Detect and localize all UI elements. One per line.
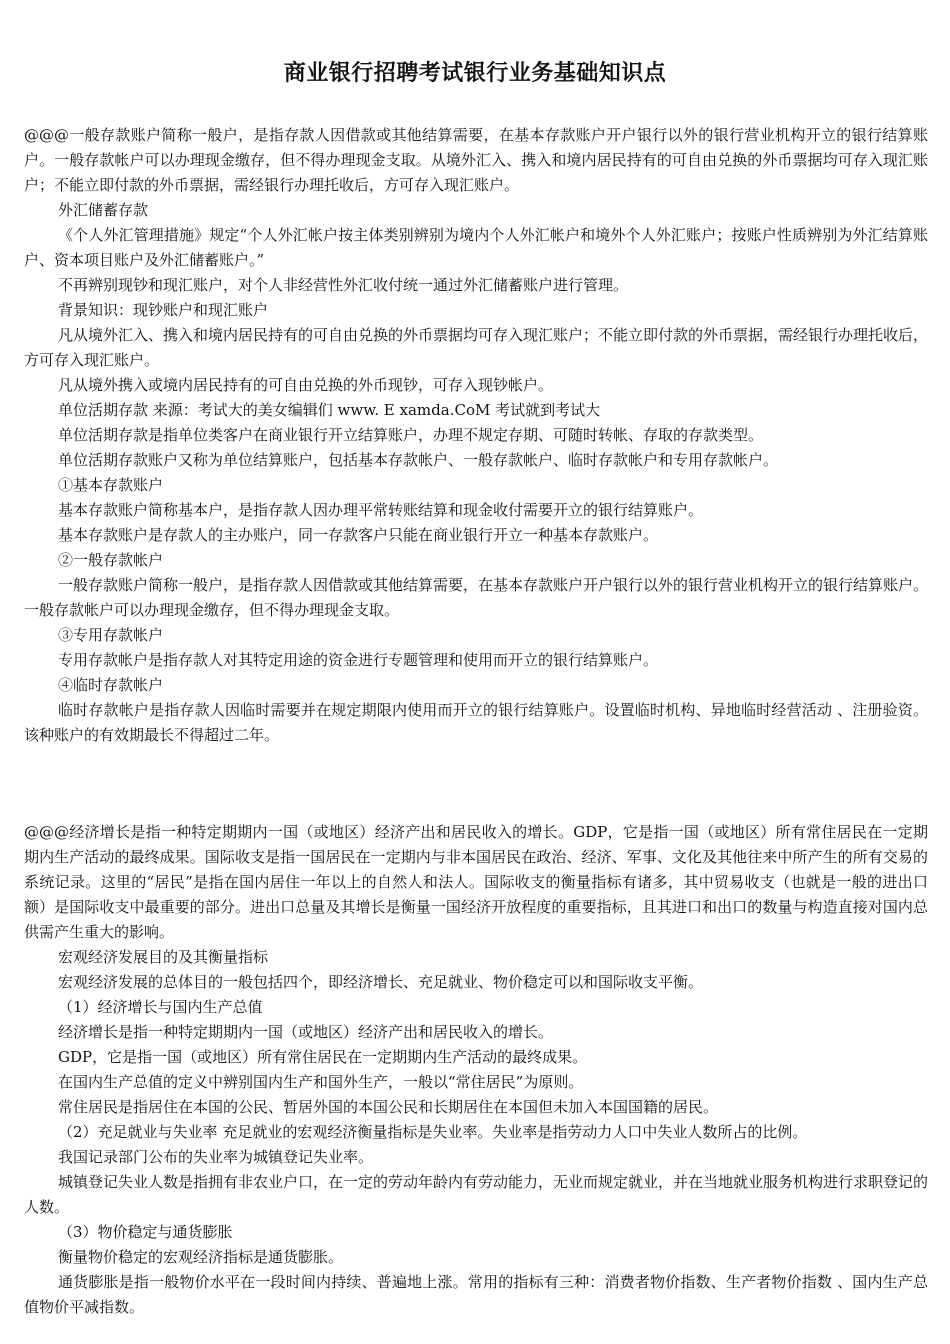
- paragraph: 凡从境外汇入、携入和境内居民持有的可自由兑换的外币票据均可存入现汇账户；不能立即付款的外币票据，需经银行办理托收后，方可存入现汇账户。: [24, 326, 929, 369]
- section-deposit-accounts: [24, 123, 928, 748]
- paragraph: 城镇登记失业人数是指拥有非农业户口，在一定的劳动年龄内有劳动能力，无业而规定就业，并在当地就业服务机构进行求职登记的人数。: [24, 1173, 929, 1216]
- paragraph: 基本存款账户是存款人的主办账户，同一存款客户只能在商业银行开立一种基本存款账户。: [58, 526, 659, 544]
- paragraph: @@@经济增长是指一种特定期期内一国（或地区）经济产出和居民收入的增长。GDP，它是指一国（或地区）所有常住居民在一定期期内生产活动的最终成果。国际收支是指一国居民在一定期内与非本国居民在政治、经济、军事、文化及其他往来中所产生的所有交易的系统记录。这里的“居民”是指在国内居住一年以上的自然人和法人。国际收支的衡量指标有诸多，其中贸易收支（也就是一般的进出口额）是国际收支中最重要的部分。进出口总量及其增长是衡量一国经济开放程度的重要指标，且其进口和出口的数量与构造直接对国内总供需产生重大的影响。: [24, 823, 928, 941]
- paragraph: 《个人外汇管理措施》规定“个人外汇帐户按主体类别辨别为境内个人外汇帐户和境外个人外汇账户；按账户性质辨别为外汇结算账户、资本项目账户及外汇储蓄账户。”: [24, 226, 928, 269]
- paragraph: 临时存款帐户是指存款人因临时需要并在规定期限内使用而开立的银行结算账户。设置临时机构、异地临时经营活动 、注册验资。该种账户的有效期最长不得超过二年。: [24, 701, 928, 744]
- paragraph: 外汇储蓄存款: [58, 201, 149, 219]
- paragraph: （3）物价稳定与通货膨胀: [58, 1223, 233, 1241]
- paragraph: 凡从境外携入或境内居民持有的可自由兑换的外币现钞，可存入现钞帐户。: [58, 376, 554, 394]
- paragraph: 单位活期存款是指单位类客户在商业银行开立结算账户，办理不规定存期、可随时转帐、存取的存款类型。: [58, 426, 764, 444]
- paragraph: （2）充足就业与失业率 充足就业的宏观经济衡量指标是失业率。失业率是指劳动力人口中失业人数所占的比例。: [58, 1123, 808, 1141]
- section-macroeconomics: [24, 820, 928, 1320]
- paragraph: 宏观经济发展的总体目的一般包括四个，即经济增长、充足就业、物价稳定可以和国际收支平衡。: [58, 973, 704, 991]
- paragraph: @@@一般存款账户简称一般户，是指存款人因借款或其他结算需要，在基本存款账户开户银行以外的银行营业机构开立的银行结算账户。一般存款帐户可以办理现金缴存，但不得办理现金支取。从境外汇入、携入和境内居民持有的可自由兑换的外币票据均可存入现汇账户；不能立即付款的外币票据，需经银行办理托收后，方可存入现汇账户。: [24, 126, 928, 194]
- paragraph: 宏观经济发展目的及其衡量指标: [58, 948, 269, 966]
- paragraph: ①基本存款账户: [58, 476, 164, 494]
- paragraph: ④临时存款帐户: [58, 676, 164, 694]
- paragraph: 我国记录部门公布的失业率为城镇登记失业率。: [58, 1148, 374, 1166]
- paragraph: GDP，它是指一国（或地区）所有常住居民在一定期期内生产活动的最终成果。: [58, 1048, 588, 1066]
- paragraph: 专用存款帐户是指存款人对其特定用途的资金进行专题管理和使用而开立的银行结算账户。: [58, 651, 659, 669]
- paragraph: 背景知识：现钞账户和现汇账户: [58, 301, 269, 319]
- paragraph: 单位活期存款账户又称为单位结算账户，包括基本存款帐户、一般存款帐户、临时存款帐户和专用存款帐户。: [58, 451, 779, 469]
- paragraph: ②一般存款帐户: [58, 551, 164, 569]
- paragraph: （1）经济增长与国内生产总值: [58, 998, 263, 1016]
- paragraph: 不再辨别现钞和现汇账户，对个人非经营性外汇收付统一通过外汇储蓄账户进行管理。: [58, 276, 629, 294]
- document-title: 商业银行招聘考试银行业务基础知识点: [283, 60, 667, 86]
- paragraph: ③专用存款帐户: [58, 626, 164, 644]
- paragraph: 一般存款账户简称一般户，是指存款人因借款或其他结算需要，在基本存款账户开户银行以外的银行营业机构开立的银行结算账户。一般存款帐户可以办理现金缴存，但不得办理现金支取。: [24, 576, 929, 619]
- paragraph: 单位活期存款 来源：考试大的美女编辑们 www. E xamda.CoM 考试就到考试大: [58, 401, 601, 419]
- paragraph: 常住居民是指居住在本国的公民、暂居外国的本国公民和长期居住在本国但未加入本国国籍的居民。: [58, 1098, 719, 1116]
- paragraph: 基本存款账户简称基本户，是指存款人因办理平常转账结算和现金收付需要开立的银行结算账户。: [58, 501, 704, 519]
- paragraph: 经济增长是指一种特定期期内一国（或地区）经济产出和居民收入的增长。: [58, 1023, 554, 1041]
- paragraph: 通货膨胀是指一般物价水平在一段时间内持续、普遍地上涨。常用的指标有三种：消费者物价指数、生产者物价指数 、国内生产总值物价平减指数。: [24, 1273, 928, 1316]
- paragraph: 衡量物价稳定的宏观经济指标是通货膨胀。: [58, 1248, 344, 1266]
- paragraph: 在国内生产总值的定义中辨别国内生产和国外生产，一般以“常住居民”为原则。: [58, 1073, 584, 1091]
